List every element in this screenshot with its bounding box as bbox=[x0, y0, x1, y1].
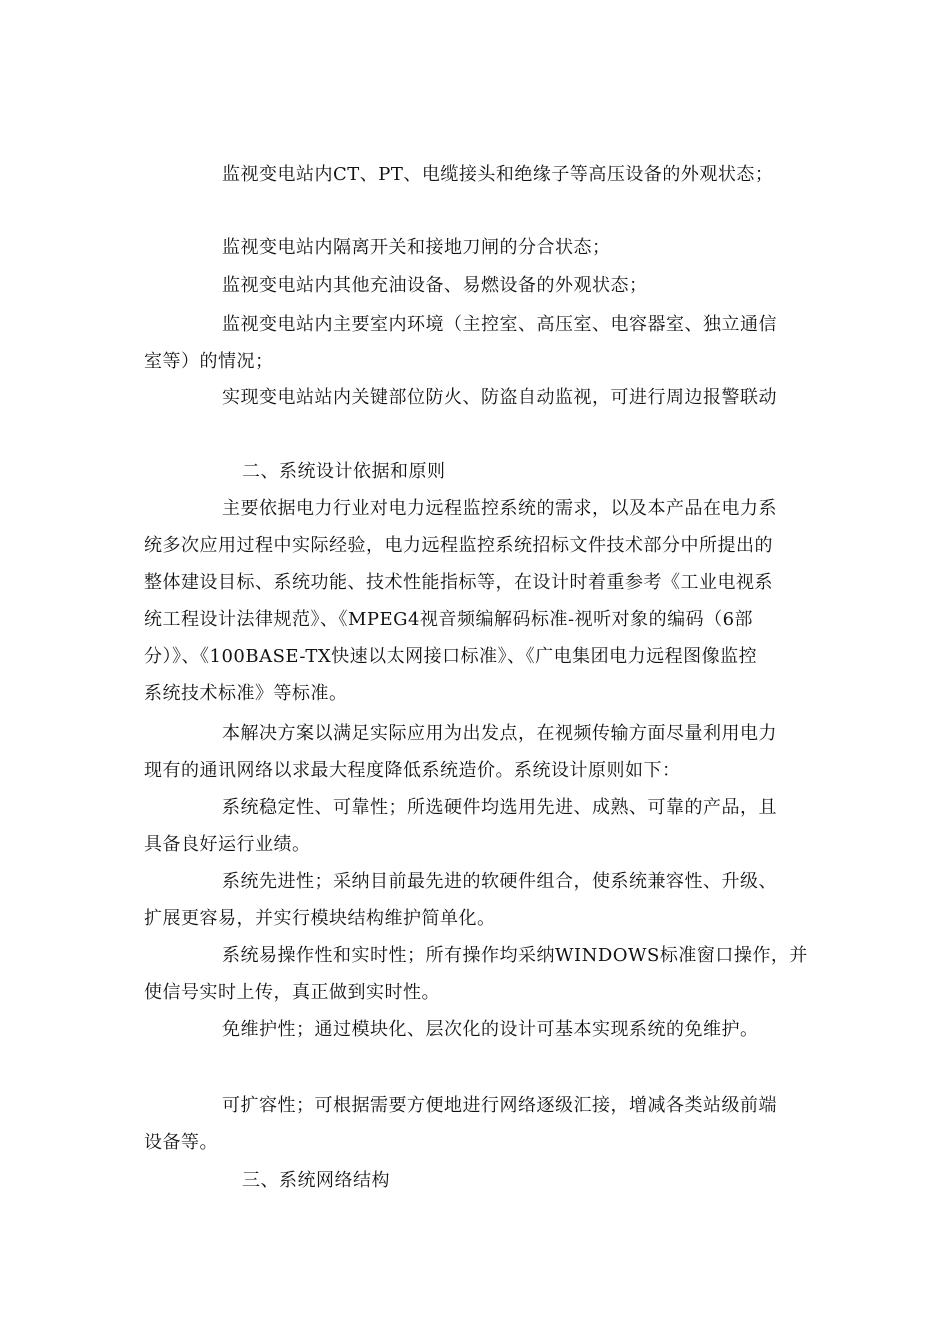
paragraph-line: 主要依据电力行业对电力远程监控系统的需求，以及本产品在电力系 bbox=[222, 498, 777, 519]
bullet-line: 室等）的情况； bbox=[144, 351, 274, 372]
principle-line: 系统易操作性和实时性；所有操作均采纳WINDOWS标准窗口操作，并 bbox=[222, 945, 808, 966]
bullet-line: 监视变电站内隔离开关和接地刀闸的分合状态； bbox=[222, 237, 611, 258]
principle-line: 扩展更容易，并实行模块结构维护简单化。 bbox=[144, 908, 496, 929]
principle-line: 使信号实时上传，真正做到实时性。 bbox=[144, 982, 440, 1003]
paragraph-line: 系统技术标准》等标准。 bbox=[144, 683, 348, 704]
principle-line: 系统稳定性、可靠性；所选硬件均选用先进、成熟、可靠的产品，且 bbox=[222, 797, 777, 818]
bullet-line: 监视变电站内主要室内环境（主控室、高压室、电容器室、独立通信 bbox=[222, 314, 777, 335]
bullet-line: 监视变电站内其他充油设备、易燃设备的外观状态； bbox=[222, 275, 648, 296]
paragraph-line: 统工程设计法律规范》、《MPEG4视音频编解码标准-视听对象的编码（6部 bbox=[144, 609, 754, 630]
paragraph-line: 现有的通讯网络以求最大程度降低系统造价。系统设计原则如下： bbox=[144, 760, 681, 781]
bullet-line: 监视变电站内CT、PT、电缆接头和绝缘子等高压设备的外观状态； bbox=[222, 164, 774, 185]
section-heading: 二、系统设计依据和原则 bbox=[242, 461, 446, 482]
paragraph-line: 本解决方案以满足实际应用为出发点，在视频传输方面尽量利用电力 bbox=[222, 723, 777, 744]
bullet-line: 实现变电站站内关键部位防火、防盗自动监视，可进行周边报警联动 bbox=[222, 387, 777, 408]
section-heading: 三、系统网络结构 bbox=[242, 1170, 390, 1191]
paragraph-line: 分）》、《100BASE-TX快速以太网接口标准》、《广电集团电力远程图像监控 bbox=[144, 646, 758, 667]
principle-line: 免维护性；通过模块化、层次化的设计可基本实现系统的免维护。 bbox=[222, 1019, 759, 1040]
principle-line: 系统先进性；采纳目前最先进的软硬件组合，使系统兼容性、升级、 bbox=[222, 871, 777, 892]
principle-line: 具备良好运行业绩。 bbox=[144, 834, 311, 855]
principle-line: 可扩容性；可根据需要方便地进行网络逐级汇接，增减各类站级前端 bbox=[222, 1095, 777, 1116]
paragraph-line: 整体建设目标、系统功能、技术性能指标等，在设计时着重参考《工业电视系 bbox=[144, 572, 773, 593]
principle-line: 设备等。 bbox=[144, 1132, 218, 1153]
paragraph-line: 统多次应用过程中实际经验，电力远程监控系统招标文件技术部分中所提出的 bbox=[144, 535, 773, 556]
